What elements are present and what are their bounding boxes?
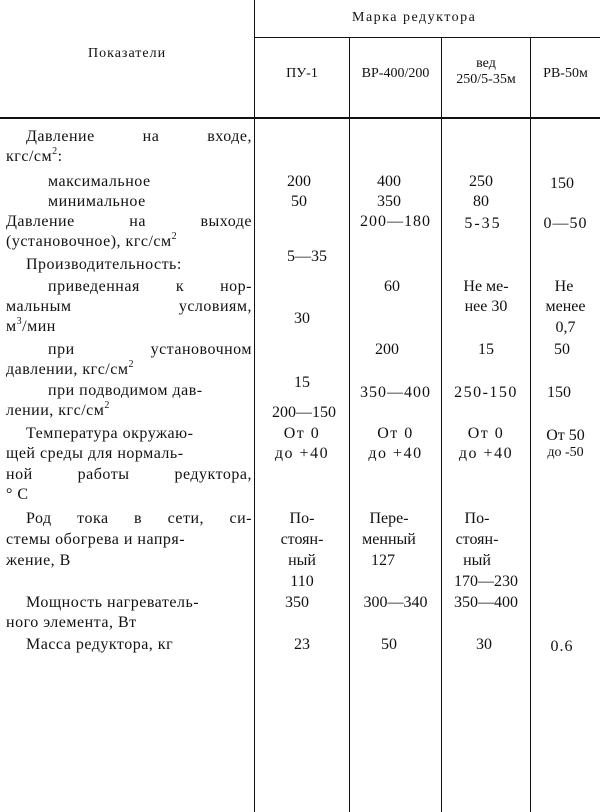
- column-header-pu1: ПУ-1: [286, 66, 318, 81]
- column-header-vr400: ВР-400/200: [361, 66, 430, 81]
- vr400-min: 350: [377, 193, 401, 210]
- ved-supply: 250-150: [454, 384, 518, 401]
- label-current-2: стемы обогрева и напря-: [6, 531, 186, 548]
- label-setting-2: давлении, кгс/$см^2$: [6, 359, 134, 378]
- rv50-reduced-1: Не: [554, 278, 574, 295]
- label-temperature-3: ной работы редуктора,: [6, 466, 252, 483]
- column-divider-1: [254, 0, 255, 812]
- ved-mass: 30: [476, 636, 492, 653]
- pu1-current-1: По-: [289, 510, 315, 527]
- pu1-max: 200: [287, 173, 311, 190]
- ved-reduced-2: нее 30: [464, 298, 508, 315]
- label-reduced-1: приведенная к нор-: [48, 278, 252, 295]
- label-supply-1: при подводимом дав-: [48, 382, 203, 399]
- ved-current-4: 170—230: [454, 573, 518, 590]
- vr400-current-1: Пере-: [369, 510, 409, 527]
- vr400-mass: 50: [381, 636, 397, 653]
- label-max: максимальное: [48, 173, 151, 190]
- label-inlet-pressure-unit: кгс/$см^2$:: [6, 146, 63, 165]
- label-setting-1: при установочном: [48, 341, 252, 358]
- rv50-setting: 50: [554, 341, 570, 358]
- column-header-rv50: РВ-50м: [543, 66, 588, 81]
- pu1-temp-1: От 0: [283, 425, 321, 442]
- rv50-mass: 0.6: [550, 638, 574, 655]
- pu1-power: 350: [285, 594, 309, 611]
- brand-header-rule: [254, 37, 600, 38]
- label-min: минимальное: [48, 193, 146, 210]
- ved-current-2: стоян-: [455, 531, 499, 548]
- vr400-current-3: 127: [371, 552, 395, 569]
- pu1-current-4: 110: [290, 573, 314, 590]
- label-reduced-2: мальным условиям,: [6, 298, 252, 315]
- ved-setting: 15: [478, 341, 494, 358]
- ved-outlet-pressure: 5-35: [464, 215, 502, 232]
- pu1-temp-2: до +40: [274, 445, 330, 462]
- label-temperature-2: щей среды для нормаль-: [6, 445, 184, 462]
- label-outlet-pressure: Давление на выходе: [6, 213, 252, 230]
- pu1-outlet-pressure: 5—35: [287, 248, 327, 265]
- label-power-1: Мощность нагреватель-: [26, 594, 200, 611]
- label-temperature-unit: ° С: [6, 486, 29, 503]
- ved-min: 80: [473, 193, 489, 210]
- vr400-max: 400: [377, 173, 401, 190]
- vr400-setting: 200: [375, 341, 399, 358]
- rv50-reduced-2: менее: [545, 298, 586, 315]
- label-current-1: Род тока в сети, си-: [26, 510, 252, 527]
- vr400-reduced: 60: [384, 278, 400, 295]
- vr400-outlet-pressure: 200—180: [360, 213, 431, 230]
- pu1-reduced: 30: [294, 310, 310, 327]
- ved-reduced-1: Не ме-: [463, 278, 509, 295]
- label-performance: Производительность:: [26, 256, 182, 273]
- column-divider-4: [530, 37, 531, 812]
- pu1-supply: 200—150: [272, 404, 336, 421]
- vr400-temp-2: до +40: [368, 445, 423, 462]
- vr400-temp-1: От 0: [377, 425, 414, 442]
- vr400-power: 300—340: [363, 594, 428, 611]
- column-header-ved: вед 250/5-35м: [456, 56, 516, 87]
- rv50-temp-2: до -50: [547, 445, 584, 460]
- rv50-temp-1: От 50: [546, 427, 585, 444]
- label-mass: Масса редуктора, кг: [26, 636, 174, 653]
- label-temperature-1: Температура окружаю-: [26, 425, 194, 442]
- rv50-supply: 150: [547, 384, 571, 401]
- pu1-current-3: ный: [288, 552, 316, 569]
- ved-current-1: По-: [464, 510, 490, 527]
- ved-power: 350—400: [454, 594, 518, 611]
- label-current-3: жение, В: [6, 552, 71, 569]
- vr400-supply: 350—400: [360, 384, 431, 401]
- rv50-max: 150: [550, 175, 574, 192]
- indicators-header: Показатели: [88, 46, 167, 61]
- ved-current-3: ный: [463, 552, 491, 569]
- vr400-current-2: менный: [362, 531, 416, 548]
- pu1-min: 50: [291, 193, 307, 210]
- label-supply-2: лении, кгс/$см^2$: [6, 400, 110, 419]
- label-outlet-pressure-unit: (установочное), кгс/$см^2$: [6, 231, 178, 250]
- ved-temp-1: От 0: [467, 425, 505, 442]
- pu1-mass: 23: [294, 636, 310, 653]
- label-power-2: ного элемента, Вт: [6, 614, 137, 631]
- label-inlet-pressure: Давление на входе,: [26, 128, 252, 145]
- ved-max: 250: [469, 173, 493, 190]
- brand-header: Марка редуктора: [352, 10, 477, 25]
- rv50-reduced-3: 0,7: [555, 319, 576, 336]
- pu1-setting: 15: [294, 374, 310, 391]
- header-bottom-rule: [0, 117, 600, 119]
- pu1-current-2: стоян-: [280, 531, 324, 548]
- rv50-outlet-pressure: 0—50: [543, 215, 588, 232]
- label-reduced-unit: $м^3$/мин: [6, 316, 56, 335]
- ved-temp-2: до +40: [458, 445, 514, 462]
